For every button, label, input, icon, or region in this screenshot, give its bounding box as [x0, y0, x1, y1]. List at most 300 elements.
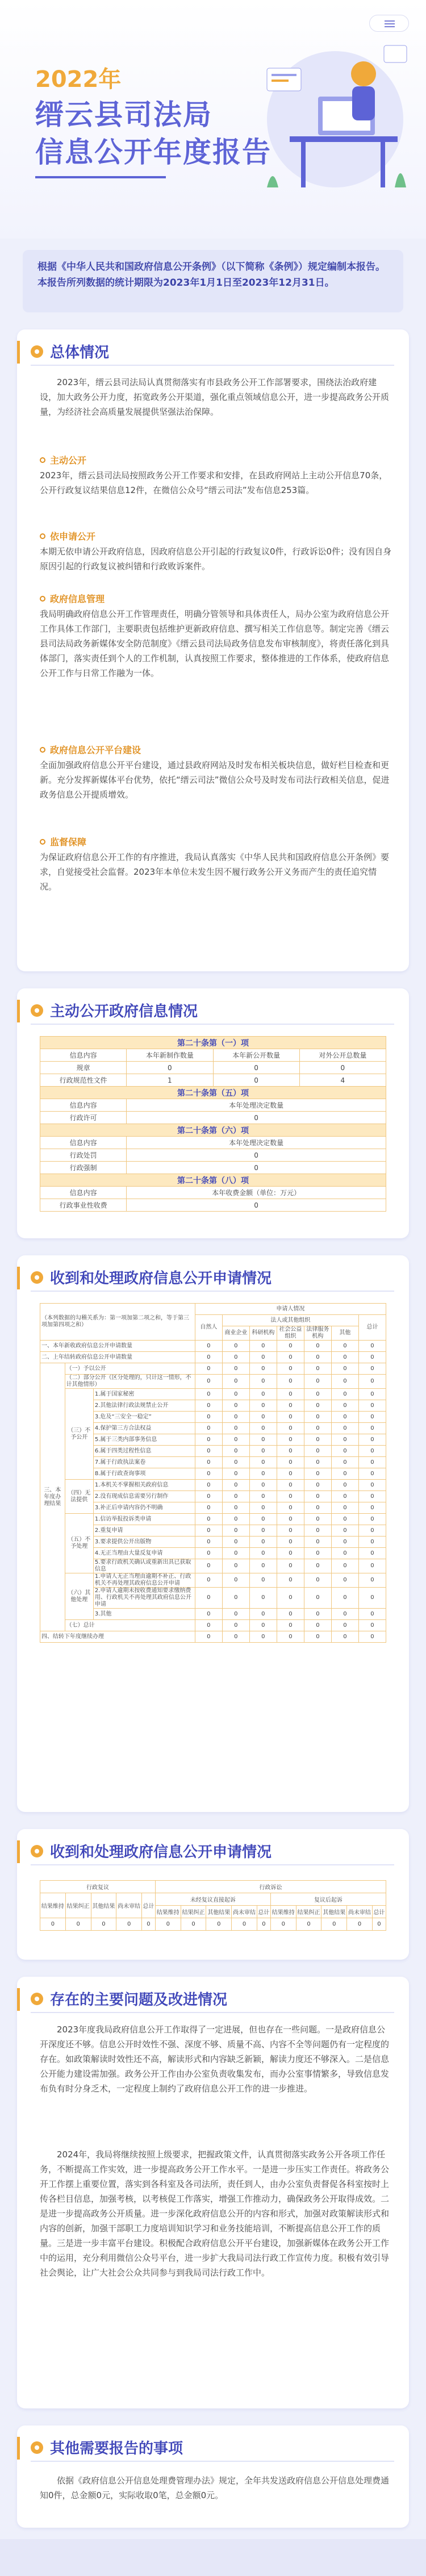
- table-row: [40, 1199, 386, 1212]
- table-cell: 0: [304, 1609, 331, 1620]
- table-cell: 0: [249, 1609, 277, 1620]
- column-header: 尚未审结: [232, 1906, 257, 1918]
- table-cell: 0: [277, 1412, 304, 1423]
- table-cell: 0: [304, 1389, 331, 1400]
- table-cell: 0: [331, 1491, 358, 1502]
- accent-bar: [17, 1267, 20, 1289]
- table-cell: 0: [222, 1389, 249, 1400]
- row-label: 5.要求行政机关确认或重新出具已获取信息: [93, 1559, 195, 1573]
- row-label: 3.危及“三安全一稳定”: [93, 1412, 195, 1423]
- column-header: 申请人情况: [195, 1304, 386, 1315]
- table-cell: 0: [358, 1525, 386, 1537]
- column-header: 对外公开总数量: [299, 1049, 386, 1062]
- subheading-label: 主动公开: [50, 455, 87, 466]
- column-header: 结果纠正: [296, 1906, 321, 1918]
- table-cell: 0: [277, 1588, 304, 1609]
- row-subgroup-label: （五）不予处理: [65, 1514, 93, 1573]
- footer-decoration: [0, 2539, 426, 2576]
- column-header: 其他结果: [206, 1906, 232, 1918]
- table-cell: 0: [358, 1457, 386, 1468]
- section-title: 收到和处理政府信息公开申请情况: [50, 1270, 272, 1287]
- table-cell: 0: [249, 1514, 277, 1525]
- table-cell: 0: [222, 1620, 249, 1631]
- table-cell: 0: [195, 1514, 222, 1525]
- row-label: 行政强制: [40, 1162, 127, 1174]
- table-cell: 0: [331, 1363, 358, 1375]
- divider: [31, 2012, 394, 2013]
- table-cell: 0: [277, 1514, 304, 1525]
- table-cell: 0: [249, 1620, 277, 1631]
- column-header: 总计: [142, 1893, 156, 1918]
- table-cell: 0: [249, 1457, 277, 1468]
- circle-icon: [40, 457, 45, 463]
- table-cell: 0: [331, 1400, 358, 1412]
- table-cell: 0: [249, 1525, 277, 1537]
- table-cell: 4: [299, 1074, 386, 1087]
- section-title: 其他需要报告的事项: [50, 2440, 183, 2457]
- report-year: 2022年: [35, 66, 122, 93]
- row-label: 1.属于国家秘密: [93, 1389, 195, 1400]
- table-cell: 0: [304, 1525, 331, 1537]
- table-cell: 0: [304, 1434, 331, 1446]
- table-cell: 0: [358, 1375, 386, 1389]
- heading-bullet-icon: [31, 2441, 43, 2454]
- table-cell: 0: [249, 1363, 277, 1375]
- table-cell: 0: [222, 1341, 249, 1352]
- table-row: [40, 1389, 386, 1400]
- subheading-management: [40, 592, 105, 605]
- column-header: 法律服务机构: [304, 1326, 331, 1341]
- table-cell: 0: [222, 1548, 249, 1559]
- table-cell: 0: [331, 1573, 358, 1588]
- table-cell: 0: [65, 1918, 91, 1931]
- table-cell: 0: [358, 1446, 386, 1457]
- table-cell: 0: [358, 1514, 386, 1525]
- table-cell: 0: [222, 1363, 249, 1375]
- table-row: [40, 1363, 386, 1375]
- problems-card: [17, 1977, 409, 2408]
- table-cell: 0: [142, 1918, 156, 1931]
- table-cell: 0: [277, 1502, 304, 1514]
- table-cell: 0: [249, 1400, 277, 1412]
- table-cell: 0: [195, 1446, 222, 1457]
- row-label: 2.其他法律行政法规禁止公开: [93, 1400, 195, 1412]
- table-cell: 0: [331, 1514, 358, 1525]
- report-header: [0, 0, 426, 239]
- row-label: 4.无正当理由大量反复申请: [93, 1548, 195, 1559]
- column-header: 科研机构: [249, 1326, 277, 1341]
- table-cell: 0: [331, 1620, 358, 1631]
- heading-bullet-icon: [31, 1271, 43, 1284]
- table-cell: 0: [331, 1525, 358, 1537]
- office-worker-illustration-icon: [250, 34, 415, 199]
- table-cell: 0: [222, 1375, 249, 1389]
- table-cell: 0: [358, 1468, 386, 1480]
- circle-icon: [40, 596, 45, 602]
- row-label: 4.保护第三方合法权益: [93, 1423, 195, 1434]
- column-header: 信息内容: [40, 1049, 127, 1062]
- table-cell: 0: [358, 1389, 386, 1400]
- row-group-label: 三、本年度办理结果: [40, 1363, 65, 1631]
- table-cell: 0: [195, 1620, 222, 1631]
- table-cell: 0: [358, 1609, 386, 1620]
- table-cell: 0: [195, 1548, 222, 1559]
- table-cell: 0: [304, 1514, 331, 1525]
- table-cell: 0: [358, 1491, 386, 1502]
- table-row: [40, 1074, 386, 1087]
- section-title: 收到和处理政府信息公开申请情况: [50, 1844, 272, 1861]
- table-cell: 0: [249, 1548, 277, 1559]
- table-cell: 0: [195, 1457, 222, 1468]
- table-cell: 0: [277, 1609, 304, 1620]
- table-cell: 0: [304, 1363, 331, 1375]
- row-label: 行政许可: [40, 1112, 127, 1124]
- table-cell: 0: [222, 1631, 249, 1643]
- table-cell: 0: [222, 1423, 249, 1434]
- circle-icon: [40, 533, 45, 539]
- review-card: [17, 1829, 409, 1960]
- row-subgroup-label: （三）不予公开: [65, 1389, 93, 1480]
- table-cell: 0: [304, 1491, 331, 1502]
- circle-icon: [40, 747, 45, 753]
- table-cell: 0: [277, 1341, 304, 1352]
- table-cell: 0: [331, 1631, 358, 1643]
- row-label: 行政规范性文件: [40, 1074, 127, 1087]
- row-subgroup-label: （六）其他处理: [65, 1573, 93, 1620]
- table-cell: 0: [195, 1423, 222, 1434]
- table-cell: 0: [222, 1491, 249, 1502]
- active-disclosure-heading: [31, 1000, 198, 1021]
- paragraph-supervision: 为保证政府信息公开工作的有序推进，我局认真落实《中华人民共和国政府信息公开条例》要求，自觉接受社会监督。2023年本单位未发生因不履行政务公开义务而产生的责任追究情况。: [40, 852, 390, 892]
- table-cell: 0: [222, 1559, 249, 1573]
- column-header: 尚未审结: [347, 1906, 373, 1918]
- column-header: 自然人: [195, 1315, 222, 1341]
- table-cell: 0: [331, 1412, 358, 1423]
- overview-card: [17, 329, 409, 971]
- table-cell: 0: [299, 1062, 386, 1074]
- table-row: [40, 1514, 386, 1525]
- table-cell: 0: [249, 1341, 277, 1352]
- circle-icon: [40, 839, 45, 845]
- row-label: 规章: [40, 1062, 127, 1074]
- table-cell: 0: [277, 1537, 304, 1548]
- table-cell: 0: [222, 1457, 249, 1468]
- accent-bar: [17, 2437, 20, 2460]
- table-cell: 0: [222, 1502, 249, 1514]
- table-cell: 0: [195, 1609, 222, 1620]
- table-cell: 0: [195, 1434, 222, 1446]
- subheading-active: [40, 453, 86, 466]
- row-label: 二、上年结转政府信息公开申请数量: [40, 1352, 195, 1363]
- table-cell: 0: [331, 1502, 358, 1514]
- table-cell: 0: [331, 1423, 358, 1434]
- table-row: [40, 1149, 386, 1162]
- table-cell: 0: [358, 1341, 386, 1352]
- table-cell: 0: [304, 1573, 331, 1588]
- applications-heading: [31, 1267, 272, 1288]
- table-cell: 0: [358, 1573, 386, 1588]
- table-cell: 0: [296, 1918, 321, 1931]
- table-cell: 0: [249, 1446, 277, 1457]
- table-cell: 0: [304, 1548, 331, 1559]
- table-cell: 0: [222, 1352, 249, 1363]
- table-cell: 0: [249, 1502, 277, 1514]
- table-cell: 0: [195, 1573, 222, 1588]
- row-subgroup-label: （四）无法提供: [65, 1480, 93, 1514]
- table-cell: 0: [213, 1062, 299, 1074]
- column-header: 未经复议直接起诉: [155, 1893, 270, 1906]
- table-cell: 0: [304, 1412, 331, 1423]
- table-cell: 0: [195, 1375, 222, 1389]
- subheading-supervision: [40, 835, 86, 848]
- table-cell: 0: [249, 1434, 277, 1446]
- table-cell: 0: [249, 1537, 277, 1548]
- menu-icon[interactable]: [369, 15, 409, 32]
- accent-bar: [17, 1000, 20, 1022]
- table-cell: 0: [195, 1502, 222, 1514]
- table-cell: 0: [277, 1468, 304, 1480]
- table-cell: 0: [277, 1389, 304, 1400]
- table-row: [40, 1375, 386, 1389]
- accent-bar: [17, 1988, 20, 2011]
- table-cell: 0: [222, 1588, 249, 1609]
- table-cell: 0: [249, 1412, 277, 1423]
- table-cell: 0: [222, 1480, 249, 1491]
- table-cell: 0: [127, 1112, 386, 1124]
- table-section-title: 第二十条第（五）项: [40, 1087, 386, 1099]
- paragraph-management: 我局明确政府信息公开工作管理责任，明确分管领导和具体责任人，局办公室为政府信息公开工作具体工作部门，主要职责包括维护更新政府信息、撰写相关工作信息等。制定完善《缙云县司法局政务新媒体安全防范制度》《缙云县司法局政务信息发布审核制度》，将责任落化到具体部门，落实责任到个人的工作机制，认真按照工作要求，整体推进的工作体系，使政府信息公开工作与日常工作融为一体。: [40, 609, 390, 678]
- column-header: 信息内容: [40, 1187, 127, 1199]
- table-cell: 0: [331, 1548, 358, 1559]
- table-section-title: 第二十条第（八）项: [40, 1174, 386, 1187]
- row-label: 3.要求提供公开出版物: [93, 1537, 195, 1548]
- table-cell: 0: [195, 1341, 222, 1352]
- table-cell: 0: [358, 1352, 386, 1363]
- table-cell: 0: [331, 1559, 358, 1573]
- table-cell: 0: [155, 1918, 181, 1931]
- table-cell: 0: [195, 1400, 222, 1412]
- table-cell: 0: [249, 1352, 277, 1363]
- others-card: [17, 2425, 409, 2528]
- heading-bullet-icon: [31, 345, 43, 358]
- table-cell: 0: [277, 1400, 304, 1412]
- active-disclosure-table: [40, 1036, 386, 1212]
- section-title: 主动公开政府信息情况: [50, 1003, 198, 1020]
- table-row: [40, 1631, 386, 1643]
- table-cell: 0: [331, 1375, 358, 1389]
- table-cell: 0: [277, 1620, 304, 1631]
- row-label: 2.没有现成信息需要另行制作: [93, 1491, 195, 1502]
- divider: [31, 1864, 394, 1865]
- table-cell: 0: [304, 1480, 331, 1491]
- row-label: 5.属于三类内部事务信息: [93, 1434, 195, 1446]
- report-intro: 根据《中华人民共和国政府信息公开条例》（以下简称《条例》）规定编制本报告。本报告所列数据的统计期限为2023年1月1日至2023年12月31日。: [23, 250, 403, 312]
- column-header: 本年收费金额（单位：万元）: [127, 1187, 386, 1199]
- table-cell: 0: [358, 1423, 386, 1434]
- table-cell: 0: [358, 1588, 386, 1609]
- review-table: [40, 1880, 386, 1931]
- table-cell: 0: [116, 1918, 142, 1931]
- table-cell: 0: [222, 1412, 249, 1423]
- table-cell: 0: [331, 1446, 358, 1457]
- row-label: 2.重复申请: [93, 1525, 195, 1537]
- table-cell: 0: [222, 1468, 249, 1480]
- table-cell: 0: [358, 1537, 386, 1548]
- report-title-line1: 缙云县司法局: [35, 98, 212, 131]
- row-label: （七）总计: [65, 1620, 195, 1631]
- active-disclosure-card: [17, 988, 409, 1238]
- table-cell: 0: [331, 1341, 358, 1352]
- table-cell: 0: [331, 1352, 358, 1363]
- table-cell: 0: [195, 1412, 222, 1423]
- column-header: 信息内容: [40, 1099, 127, 1112]
- table-cell: 0: [127, 1199, 386, 1212]
- table-cell: 0: [249, 1468, 277, 1480]
- table-cell: 0: [91, 1918, 116, 1931]
- table-row: [40, 1573, 386, 1588]
- row-label: 3.补正后申请内容仍不明确: [93, 1502, 195, 1514]
- table-cell: 0: [321, 1918, 347, 1931]
- divider: [31, 1024, 394, 1025]
- others-paragraph: 依据《政府信息公开信息处理费管理办法》规定，全年共发送政府信息公开信息处理费通知0件，总金额0元，实际收取0笔，总金额0元。: [40, 2475, 390, 2500]
- problems-paragraph-2: 2024年，我局将继续按照上级要求，把握政策文件，认真贯彻落实政务公开各项工作任务，不断提高工作实效，进一步提高政务公开工作水平。一是进一步压实工作责任。将政务公开工作摆上重要位置，落实到各科室及各司法所，责任到人，由办公室负责督促各科室按时上传各栏目信息，加强考核，以考核促工作落实，增强工作推动力，确保政务公开取得成效。二是进一步提高政务公开质量。进一步深化政府信息公开的内容和形式，加强对政策解读形式和内容的创新，加强干部职工力度培训知识学习和业务技能培训，不断提高信息公开工作的质量。三是进一步丰富平台建设。积极配合政府信息公开平台建设，加强新媒体在政务公开工作中的运用，充分利用微信公众号平台，进一步扩大我局司法行政工作宣传力度。积极有效引导社会舆论，让广大社会公众共同参与到我局司法行政工作中。: [40, 2149, 390, 2278]
- table-cell: 0: [222, 1609, 249, 1620]
- table-cell: 0: [249, 1588, 277, 1609]
- overview-lead: 2023年，缙云县司法局认真贯彻落实有市县政务公开工作部署要求，围绕法治政府建设，加大政务公开力度，拓宽政务公开渠道，强化重点领域信息公开，进一步提高政务公开质量，为经济社会高质量发展提供坚强法治保障。: [40, 377, 390, 417]
- subheading-request: [40, 529, 95, 542]
- table-cell: 0: [331, 1389, 358, 1400]
- row-label: （二）部分公开（区分处理的，只计这一情形，不计其他情形）: [65, 1375, 195, 1389]
- table-cell: 0: [358, 1412, 386, 1423]
- table-cell: 0: [304, 1341, 331, 1352]
- table-cell: 0: [331, 1609, 358, 1620]
- table-cell: 0: [213, 1074, 299, 1087]
- row-label: 2.申请人逾期未按收费通知要求缴纳费用、行政机关不再处理其政府信息公开申请: [93, 1588, 195, 1609]
- row-label: 行政事业性收费: [40, 1199, 127, 1212]
- table-cell: 1: [127, 1074, 213, 1087]
- table-cell: 0: [358, 1620, 386, 1631]
- table-cell: 0: [277, 1457, 304, 1468]
- review-heading: [31, 1840, 272, 1861]
- table-cell: 0: [195, 1363, 222, 1375]
- title-underline: [35, 176, 166, 178]
- table-section-title: 第二十条第（一）项: [40, 1037, 386, 1049]
- column-header: 其他结果: [321, 1906, 347, 1918]
- table-cell: 0: [127, 1062, 213, 1074]
- table-cell: 0: [195, 1537, 222, 1548]
- table-cell: 0: [331, 1480, 358, 1491]
- table-section-title: 第二十条第（六）项: [40, 1124, 386, 1137]
- table-cell: 0: [277, 1434, 304, 1446]
- subheading-label: 政府信息管理: [50, 594, 105, 604]
- table-row: [40, 1341, 386, 1352]
- table-cell: 0: [304, 1502, 331, 1514]
- paragraph-request: 本期无依申请公开政府信息，因政府信息公开引起的行政复议0件，行政诉讼0件；没有因自身原因引起的行政复议被纠错和行政败诉案件。: [40, 546, 392, 571]
- table-cell: 0: [206, 1918, 232, 1931]
- problems-heading: [31, 1988, 227, 2009]
- table-cell: 0: [331, 1434, 358, 1446]
- table-cell: 0: [195, 1480, 222, 1491]
- table-cell: 0: [195, 1468, 222, 1480]
- table-cell: 0: [304, 1375, 331, 1389]
- section-title: 存在的主要问题及改进情况: [50, 1992, 228, 2009]
- table-cell: 0: [358, 1480, 386, 1491]
- table-cell: 0: [195, 1389, 222, 1400]
- table-cell: 0: [277, 1525, 304, 1537]
- table-cell: 0: [277, 1573, 304, 1588]
- table-cell: 0: [277, 1548, 304, 1559]
- table-cell: 0: [222, 1434, 249, 1446]
- table-cell: 0: [304, 1588, 331, 1609]
- table-cell: 0: [222, 1537, 249, 1548]
- table-cell: 0: [331, 1457, 358, 1468]
- column-header: 总计: [358, 1315, 386, 1341]
- table-cell: 0: [249, 1375, 277, 1389]
- table-cell: 0: [331, 1468, 358, 1480]
- column-header: 其他结果: [91, 1893, 116, 1918]
- table-cell: 0: [277, 1631, 304, 1643]
- heading-bullet-icon: [31, 1993, 43, 2005]
- column-header: 总计: [257, 1906, 270, 1918]
- table-cell: 0: [304, 1620, 331, 1631]
- table-cell: 0: [277, 1423, 304, 1434]
- table-cell: 0: [232, 1918, 257, 1931]
- column-header: 结果纠正: [181, 1906, 206, 1918]
- table-row: [40, 1480, 386, 1491]
- subheading-label: 监督保障: [50, 837, 87, 847]
- table-cell: 0: [304, 1352, 331, 1363]
- accent-bar: [17, 341, 20, 364]
- table-cell: 0: [358, 1502, 386, 1514]
- row-label: 3.其他: [93, 1609, 195, 1620]
- column-header: 其他: [331, 1326, 358, 1341]
- table-cell: 0: [277, 1446, 304, 1457]
- column-header: 法人或其他组织: [222, 1315, 358, 1326]
- table-row: [40, 1352, 386, 1363]
- divider: [31, 365, 394, 366]
- table-cell: 0: [181, 1918, 206, 1931]
- table-cell: 0: [358, 1559, 386, 1573]
- table-row: [40, 1620, 386, 1631]
- table-cell: 0: [304, 1559, 331, 1573]
- column-header: 行政诉讼: [155, 1881, 386, 1893]
- table-cell: 0: [277, 1480, 304, 1491]
- row-label: 1.申请人无正当理由逾期不补正、行政机关不再处理其政府信息公开申请: [93, 1573, 195, 1588]
- divider: [31, 1291, 394, 1292]
- heading-bullet-icon: [31, 1004, 43, 1017]
- row-label: 行政处罚: [40, 1149, 127, 1162]
- table-cell: 0: [270, 1918, 296, 1931]
- table-cell: 0: [358, 1434, 386, 1446]
- column-header: 商业企业: [222, 1326, 249, 1341]
- table-cell: 0: [304, 1631, 331, 1643]
- column-header: 结果维持: [40, 1893, 66, 1918]
- row-label: 四、结转下年度继续办理: [40, 1631, 195, 1643]
- column-header: 本年处理决定数量: [127, 1137, 386, 1149]
- table-cell: 0: [222, 1525, 249, 1537]
- table-cell: 0: [249, 1423, 277, 1434]
- table-row: [40, 1062, 386, 1074]
- table-cell: 0: [304, 1468, 331, 1480]
- column-header: 结果维持: [155, 1906, 181, 1918]
- table-cell: 0: [358, 1631, 386, 1643]
- table-cell: 0: [304, 1457, 331, 1468]
- row-label: 6.属于四类过程性信息: [93, 1446, 195, 1457]
- column-header: 尚未审结: [116, 1893, 142, 1918]
- row-label: （一）予以公开: [65, 1363, 195, 1375]
- table-cell: 0: [195, 1525, 222, 1537]
- table-cell: 0: [277, 1363, 304, 1375]
